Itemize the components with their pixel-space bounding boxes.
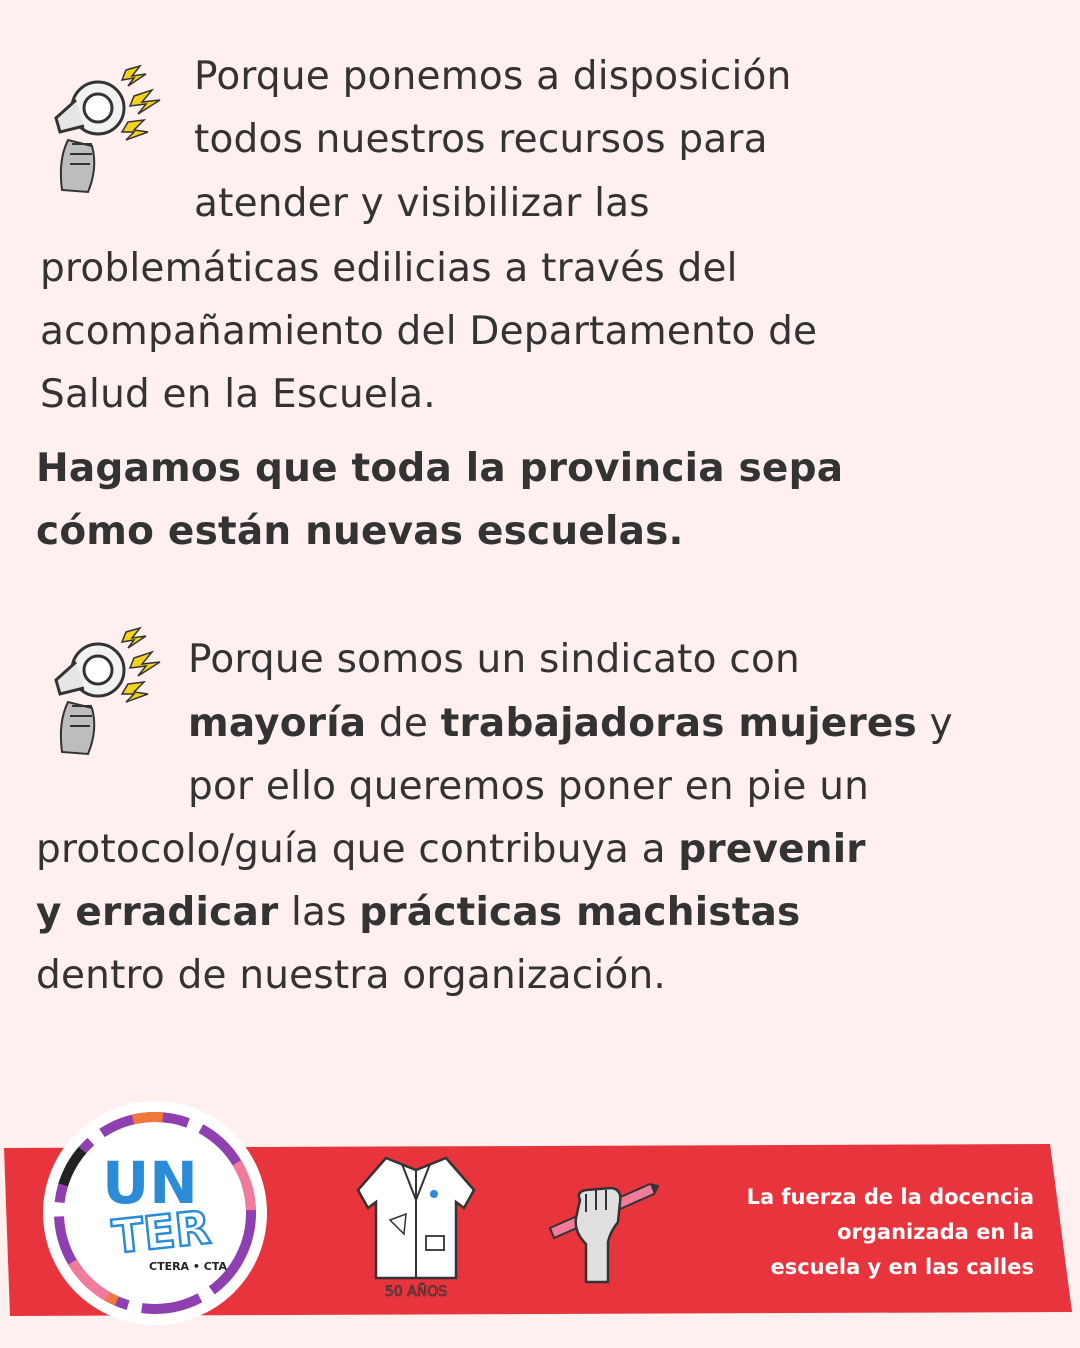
logo-text-bottom: TER (109, 1200, 214, 1265)
coat-caption: 50 AÑOS (384, 1284, 448, 1300)
logo-text-top: UN (102, 1149, 198, 1217)
text-line (188, 692, 953, 755)
text-span: y (916, 701, 953, 746)
text-line: dentro de nuestra organización. (36, 953, 666, 998)
tagline-line: La fuerza de la docencia (746, 1185, 1034, 1209)
text-line: Porque somos un sindicato con (188, 637, 800, 682)
text-line: atender y visibilizar las (194, 181, 650, 226)
megaphone-icon (48, 60, 166, 200)
text-line: por ello queremos poner en pie un (188, 764, 870, 809)
text-span: protocolo/guía que contribuya a (36, 827, 679, 872)
megaphone-icon (48, 622, 166, 762)
text-line: Salud en la Escuela. (40, 372, 436, 417)
emphasis: trabajadoras mujeres (440, 701, 917, 746)
text-span: las (278, 890, 360, 935)
unter-logo (40, 1098, 270, 1328)
callout-line: Hagamos que toda la provincia sepa (36, 446, 844, 491)
emphasis: mayoría (188, 701, 367, 746)
text-line: Porque ponemos a disposición (194, 54, 792, 99)
footer-tagline (747, 1180, 1034, 1285)
text-span: de (366, 701, 441, 746)
emphasis: y erradicar (36, 890, 279, 935)
emphasis: prácticas machistas (359, 890, 801, 935)
tagline-line: escuela y en las calles (770, 1255, 1034, 1279)
text-line (36, 818, 866, 881)
text-line: acompañamiento del Departamento de (40, 309, 818, 354)
tagline-line: organizada en la (837, 1220, 1034, 1244)
raised-fist-pencil-icon (546, 1172, 664, 1290)
emphasis: prevenir (678, 827, 866, 872)
text-line: problemáticas edilicias a través del (40, 246, 738, 291)
text-line (36, 881, 800, 944)
logo-subtitle: CTERA • CTA (149, 1260, 227, 1273)
teacher-coat-icon (346, 1150, 486, 1300)
text-line: todos nuestros recursos para (194, 117, 768, 162)
callout-line: cómo están nuevas escuelas. (36, 509, 684, 554)
